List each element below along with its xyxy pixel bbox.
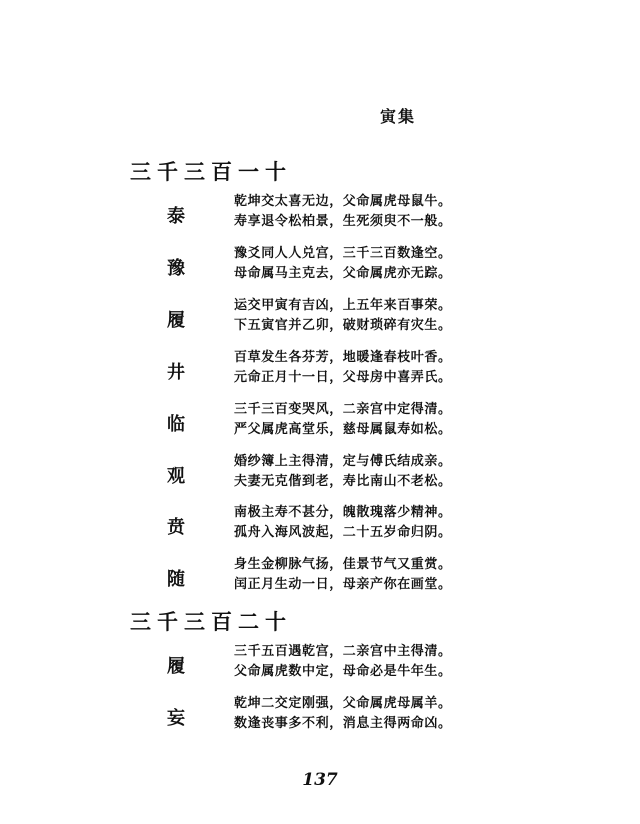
verse-line: 孤舟入海风波起，二十五岁命归阴。 bbox=[234, 525, 452, 540]
verse-line: 元命正月十一日，父母房中喜弄氏。 bbox=[234, 370, 452, 385]
verse-text bbox=[234, 348, 452, 388]
verse-entry bbox=[0, 348, 640, 392]
verse-entry bbox=[0, 192, 640, 236]
verse-text bbox=[234, 400, 452, 440]
hexagram-name: 观 bbox=[167, 466, 185, 487]
verse-entry bbox=[0, 503, 640, 547]
hexagram-name: 豫 bbox=[167, 258, 185, 279]
verse-line: 数逢丧事多不利，消息主得两命凶。 bbox=[234, 716, 452, 731]
verse-entry bbox=[0, 694, 640, 738]
page-number: 137 bbox=[302, 770, 338, 790]
verse-line: 运交甲寅有吉凶，上五年来百事荣。 bbox=[234, 298, 452, 313]
verse-line: 乾坤交太喜无边，父命属虎母鼠牛。 bbox=[234, 194, 452, 209]
verse-line: 严父属虎高堂乐，慈母属鼠寿如松。 bbox=[234, 422, 452, 437]
verse-line: 南极主寿不甚分，魄散瑰落少精神。 bbox=[234, 505, 452, 520]
verse-entry bbox=[0, 452, 640, 496]
verse-entry bbox=[0, 296, 640, 340]
verse-text bbox=[234, 503, 452, 543]
verse-line: 父命属虎数中定，母命必是牛年生。 bbox=[234, 664, 452, 679]
verse-line: 寿享退令松柏景，生死须臾不一般。 bbox=[234, 214, 452, 229]
verse-entry bbox=[0, 244, 640, 288]
hexagram-name: 贲 bbox=[167, 517, 185, 538]
verse-line: 豫爻同人人兑宫，三千三百数逢空。 bbox=[234, 246, 452, 261]
verse-line: 三千五百遇乾宫，二亲宫中主得清。 bbox=[234, 644, 452, 659]
verse-text bbox=[234, 296, 452, 336]
hexagram-name: 临 bbox=[167, 414, 185, 435]
hexagram-name: 履 bbox=[167, 656, 185, 677]
verse-entry bbox=[0, 400, 640, 444]
verse-line: 闰正月生动一日，母亲产你在画堂。 bbox=[234, 577, 452, 592]
verse-line: 下五寅官并乙卯，破财琐碎有灾生。 bbox=[234, 318, 452, 333]
verse-text bbox=[234, 244, 452, 284]
hexagram-name: 井 bbox=[167, 362, 185, 383]
verse-line: 百草发生各芬芳，地暖逢春枝叶香。 bbox=[234, 350, 452, 365]
hexagram-name: 随 bbox=[167, 569, 185, 590]
verse-text bbox=[234, 694, 452, 734]
verse-line: 母命属马主克去，父命属虎亦无踪。 bbox=[234, 266, 452, 281]
verse-text bbox=[234, 642, 452, 682]
verse-line: 乾坤二交定刚强，父命属虎母属羊。 bbox=[234, 696, 452, 711]
verse-line: 三千三百变哭风，二亲宫中定得清。 bbox=[234, 402, 452, 417]
verse-text bbox=[234, 192, 452, 232]
section-heading: 三千三百一十 bbox=[130, 159, 292, 184]
verse-line: 夫妻无克偕到老，寿比南山不老松。 bbox=[234, 474, 452, 489]
hexagram-name: 履 bbox=[167, 310, 185, 331]
hexagram-name: 妄 bbox=[167, 708, 185, 729]
verse-line: 婚纱簿上主得清，定与傅氏结成亲。 bbox=[234, 454, 452, 469]
verse-entry bbox=[0, 555, 640, 599]
verse-line: 身生金柳脉气扬，佳景节气又重赏。 bbox=[234, 557, 452, 572]
hexagram-name: 泰 bbox=[167, 206, 185, 227]
verse-entry bbox=[0, 642, 640, 686]
section-heading: 三千三百二十 bbox=[130, 609, 292, 634]
running-header: 寅集 bbox=[380, 107, 417, 126]
verse-text bbox=[234, 555, 452, 595]
verse-text bbox=[234, 452, 452, 492]
